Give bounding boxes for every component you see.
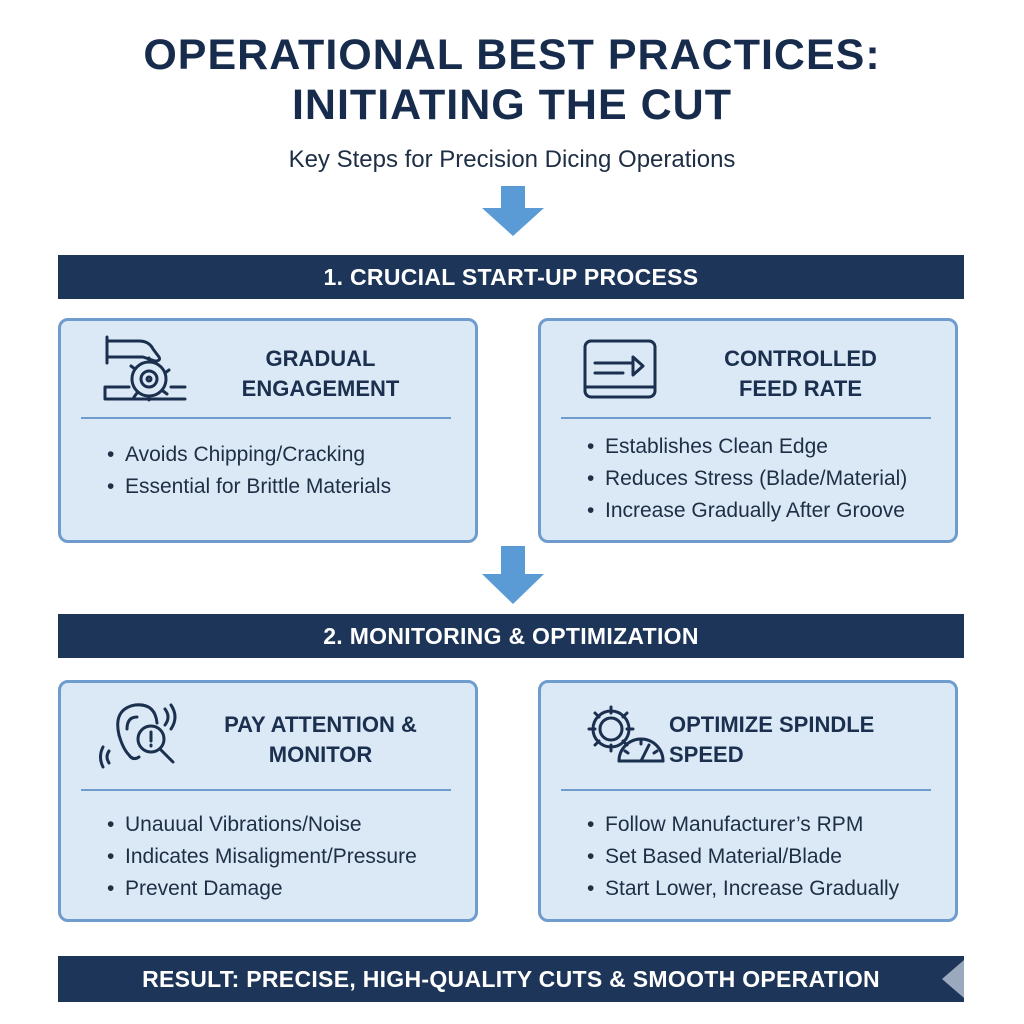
list-item: • Follow Manufacturer’s RPM [587, 809, 899, 841]
list-item: • Set Based Material/Blade [587, 841, 899, 873]
hand-saw-blade-icon [99, 333, 189, 403]
bullet-list [587, 809, 899, 905]
banner-fold-icon [942, 956, 964, 1002]
divider [81, 417, 451, 419]
section-1-heading: 1. CRUCIAL START-UP PROCESS [58, 255, 964, 299]
card-title: PAY ATTENTION & MONITOR [224, 712, 417, 767]
card-gradual-engagement [58, 318, 478, 543]
ear-magnifier-alert-icon [99, 695, 189, 765]
result-text: RESULT: PRECISE, HIGH-QUALITY CUTS & SMOOTH OPERATION [142, 965, 880, 992]
page-title [0, 30, 1024, 130]
bullet-list [107, 439, 391, 503]
card-controlled-feed-rate [538, 318, 958, 543]
card-optimize-spindle-speed [538, 680, 958, 922]
card-title: OPTIMIZE SPINDLE SPEED [669, 712, 875, 767]
list-item: • Indicates Misaligment/Pressure [107, 841, 417, 873]
divider [81, 789, 451, 791]
card-pay-attention-monitor [58, 680, 478, 922]
title-line-2: INITIATING THE CUT [291, 81, 732, 129]
down-arrow-icon [482, 186, 544, 236]
divider [561, 417, 931, 419]
feed-arrow-icon [579, 333, 669, 403]
list-item: • Unauual Vibrations/Noise [107, 809, 417, 841]
divider [561, 789, 931, 791]
section-2-heading: 2. MONITORING & OPTIMIZATION [58, 614, 964, 658]
list-item: • Increase Gradually After Groove [587, 495, 907, 527]
down-arrow-icon [482, 546, 544, 596]
list-item: • Reduces Stress (Blade/Material) [587, 463, 907, 495]
list-item: • Start Lower, Increase Gradually [587, 873, 899, 905]
page-subtitle: Key Steps for Precision Dicing Operations [288, 146, 736, 173]
list-item: • Prevent Damage [107, 873, 417, 905]
result-banner [58, 956, 964, 1002]
list-item: • Essential for Brittle Materials [107, 471, 391, 503]
gear-gauge-icon [579, 695, 669, 765]
title-line-1: OPERATIONAL BEST PRACTICES: [143, 31, 881, 79]
card-title: GRADUAL ENGAGEMENT [241, 346, 400, 401]
bullet-list [587, 431, 907, 527]
card-title: CONTROLLED FEED RATE [724, 346, 877, 401]
list-item: • Establishes Clean Edge [587, 431, 907, 463]
bullet-list [107, 809, 417, 905]
list-item: • Avoids Chipping/Cracking [107, 439, 391, 471]
